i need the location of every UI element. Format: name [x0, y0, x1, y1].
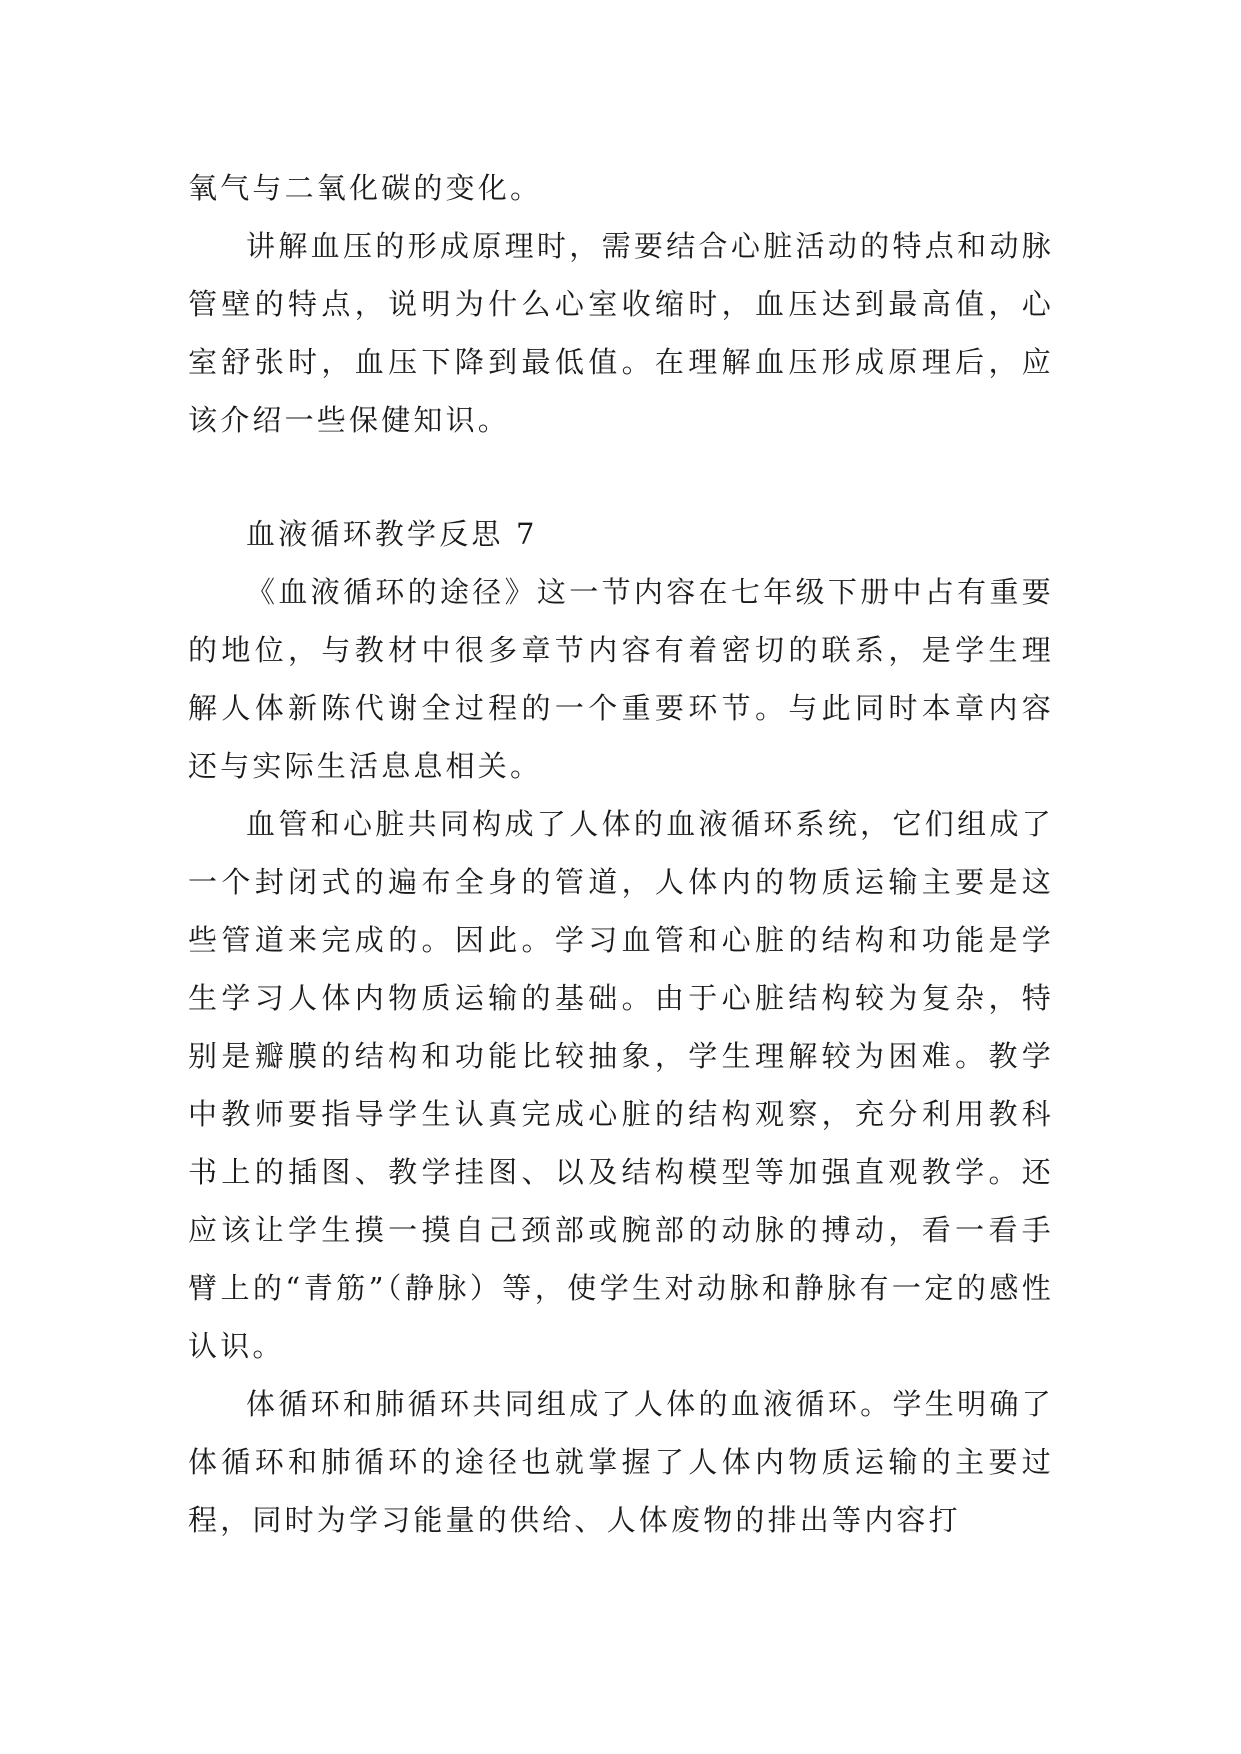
- paragraph-intro: 《血液循环的途径》这一节内容在七年级下册中占有重要的地位，与教材中很多章节内容有着密切的联系，是学生理解人体新陈代谢全过程的一个重要环节。与此同时本章内容还与实际生活息息相关。: [188, 575, 1054, 783]
- paragraph-circulation: 体循环和肺循环共同组成了人体的血液循环。学生明确了体循环和肺循环的途径也就掌握了人体内物质运输的主要过程，同时为学习能量的供给、人体废物的排出等内容打: [188, 1387, 1054, 1537]
- paragraph-blood-pressure: 讲解血压的形成原理时，需要结合心脏活动的特点和动脉管壁的特点，说明为什么心室收缩时，血压达到最高值，心室舒张时，血压下降到最低值。在理解血压形成原理后，应该介绍一些保健知识。: [188, 229, 1054, 437]
- section-block: [188, 505, 1054, 1549]
- section-title: 血液循环教学反思 7: [246, 517, 538, 551]
- paragraph-continuation: 氧气与二氧化碳的变化。: [188, 171, 543, 205]
- paragraph-vessels-heart: 血管和心脏共同构成了人体的血液循环系统，它们组成了一个封闭式的遍布全身的管道，人体内的物质运输主要是这些管道来完成的。因此。学习血管和心脏的结构和功能是学生学习人体内物质运输的基础。由于心脏结构较为复杂，特别是瓣膜的结构和功能比较抽象，学生理解较为困难。教学中教师要指导学生认真完成心脏的结构观察，充分利用教科书上的插图、教学挂图、以及结构模型等加强直观教学。还应该让学生摸一摸自己颈部或腕部的动脉的搏动，看一看手臂上的“青筋”（静脉）等，使学生对动脉和静脉有一定的感性认识。: [188, 807, 1054, 1363]
- top-text-block: [188, 159, 1054, 449]
